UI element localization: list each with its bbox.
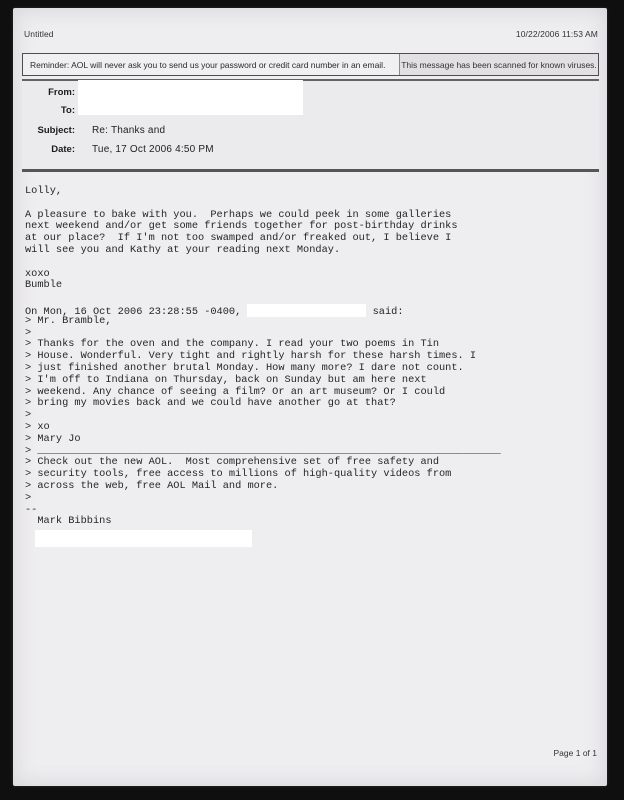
scanned-page [13,8,607,786]
body-line: Bumble [25,279,63,292]
page-title: Untitled [24,29,54,39]
email-body [25,186,595,547]
print-header-row [24,29,598,39]
body-line: will see you and Kathy at your reading next Monday. [25,243,341,256]
body-line: A pleasure to bake with you. Perhaps we could peek in some galleries [25,208,452,221]
body-line: > Check out the new AOL. Most comprehensive set of free safety and [25,456,440,469]
virus-scan-notice: This message has been scanned for known viruses. [399,54,598,75]
from-to-redaction-box [78,80,303,115]
body-line: > [25,491,32,504]
subject-row [22,125,599,136]
body-line: next weekend and/or get some friends together for post-birthday drinks [25,220,458,233]
print-timestamp: 10/22/2006 11:53 AM [515,29,598,39]
body-line: > Mary Jo [25,432,81,445]
body-line: On Mon, 16 Oct 2006 23:28:55 -0400, said: [25,305,404,318]
body-line: > security tools, free access to millions of high-quality videos from [25,468,452,481]
body-line: > ___________________________________________________________________________ [25,444,501,457]
date-value: Tue, 17 Oct 2006 4:50 PM [92,144,214,155]
body-line: Lolly, [25,185,63,197]
date-row [22,144,599,155]
body-line: > Mr. Bramble, [25,314,112,327]
subject-value: Re: Thanks and [92,125,166,136]
signature-redaction-box [35,530,252,547]
body-line [25,292,595,304]
from-label: From: [48,87,75,98]
body-line: -- [25,503,38,516]
body-line: > weekend. Any chance of seeing a film? Or an art museum? Or I could [25,385,446,398]
body-line: > [25,326,32,339]
body-line: > [25,409,32,422]
body-line: > I'm off to Indiana on Thursday, back on Sunday but am here next [25,373,427,386]
subject-label: Subject: [37,125,75,136]
body-line: > bring my movies back and we could have another go at that? [25,397,396,410]
body-line: Mark Bibbins [25,515,112,528]
body-line [25,198,595,210]
body-line: > across the web, free AOL Mail and more. [25,479,279,492]
page-footer: Page 1 of 1 [553,748,597,758]
aol-reminder-banner [22,53,599,76]
body-line: xoxo [25,267,50,280]
email-header-block [22,79,599,172]
body-line: > just finished another brutal Monday. How many more? I dare not count. [25,361,464,374]
body-line: > House. Wonderful. Very tight and rightly harsh for these harsh times. I [25,350,477,363]
body-line: > Thanks for the oven and the company. I read your two poems in Tin [25,338,440,351]
date-label: Date: [51,144,75,155]
body-line [25,257,595,269]
body-line: at our place? If I'm not too swamped and/or freaked out, I believe I [25,232,452,245]
to-label: To: [60,105,75,116]
body-line: > xo [25,420,50,433]
inline-redaction-box [247,304,366,317]
reminder-text: Reminder: AOL will never ask you to send us your password or credit card number in an email. [30,59,386,70]
